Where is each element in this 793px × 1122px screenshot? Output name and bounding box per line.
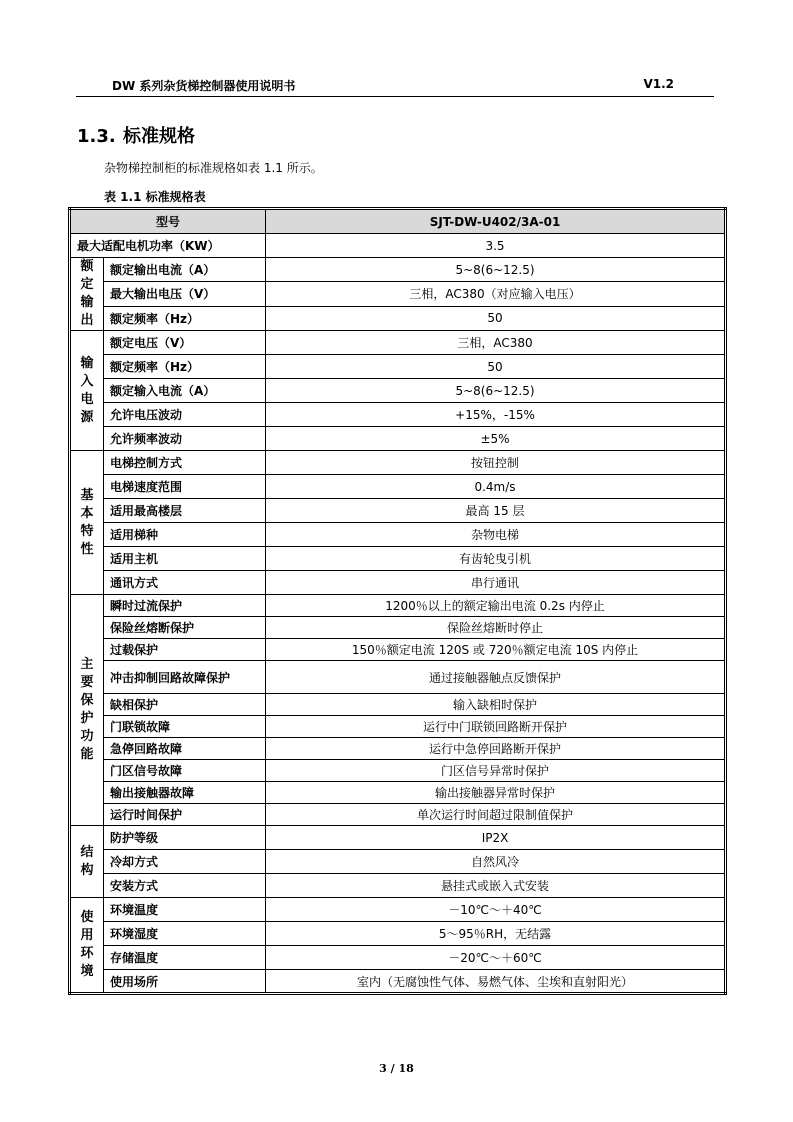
spec-name: 适用最高楼层 bbox=[104, 499, 266, 523]
spec-value: IP2X bbox=[266, 826, 726, 850]
table-row bbox=[70, 355, 726, 379]
table-row bbox=[70, 379, 726, 403]
table-row bbox=[70, 234, 726, 258]
category-cell bbox=[70, 331, 104, 451]
spec-value: 按钮控制 bbox=[266, 451, 726, 475]
spec-name: 额定频率（Hz） bbox=[104, 355, 266, 379]
table-row bbox=[70, 826, 726, 850]
spec-name: 最大输出电压（V） bbox=[104, 282, 266, 306]
power-value: 3.5 bbox=[266, 234, 726, 258]
spec-name: 存储温度 bbox=[104, 946, 266, 970]
spec-value: 5~8(6~12.5) bbox=[266, 258, 726, 282]
table-row bbox=[70, 970, 726, 994]
model-label: 型号 bbox=[70, 209, 266, 234]
spec-table-container bbox=[68, 207, 727, 995]
table-row bbox=[70, 306, 726, 330]
table-caption: 表 1.1 标准规格表 bbox=[104, 190, 206, 204]
table-header-row bbox=[70, 209, 726, 234]
spec-name: 门联锁故障 bbox=[104, 716, 266, 738]
spec-value: 保险丝熔断时停止 bbox=[266, 617, 726, 639]
spec-value: 通过接触器触点反馈保护 bbox=[266, 661, 726, 694]
spec-name: 安装方式 bbox=[104, 874, 266, 898]
spec-name: 额定电压（V） bbox=[104, 331, 266, 355]
table-row bbox=[70, 475, 726, 499]
category-label: 主要保护功能 bbox=[80, 657, 94, 762]
table-row bbox=[70, 760, 726, 782]
spec-name: 运行时间保护 bbox=[104, 804, 266, 826]
spec-value: 1200％以上的额定输出电流 0.2s 内停止 bbox=[266, 595, 726, 617]
table-row bbox=[70, 499, 726, 523]
power-label: 最大适配电机功率（KW） bbox=[70, 234, 266, 258]
spec-value: 0.4m/s bbox=[266, 475, 726, 499]
page-number: 3 / 18 bbox=[379, 1062, 414, 1075]
spec-name: 过载保护 bbox=[104, 639, 266, 661]
table-row bbox=[70, 595, 726, 617]
table-row bbox=[70, 523, 726, 547]
category-cell bbox=[70, 451, 104, 595]
spec-value: －20℃～＋60℃ bbox=[266, 946, 726, 970]
spec-value: 5～95％RH，无结露 bbox=[266, 922, 726, 946]
table-row bbox=[70, 258, 726, 282]
spec-name: 瞬时过流保护 bbox=[104, 595, 266, 617]
table-row bbox=[70, 427, 726, 451]
spec-value: 50 bbox=[266, 306, 726, 330]
spec-value: 杂物电梯 bbox=[266, 523, 726, 547]
spec-value: 运行中急停回路断开保护 bbox=[266, 738, 726, 760]
spec-name: 使用场所 bbox=[104, 970, 266, 994]
table-row bbox=[70, 738, 726, 760]
table-row bbox=[70, 874, 726, 898]
spec-name: 适用主机 bbox=[104, 547, 266, 571]
table-row bbox=[70, 661, 726, 694]
category-label: 结构 bbox=[80, 844, 94, 878]
spec-value: 门区信号异常时保护 bbox=[266, 760, 726, 782]
spec-value: 50 bbox=[266, 355, 726, 379]
section-title: 标准规格 bbox=[123, 126, 195, 147]
spec-value: 5~8(6~12.5) bbox=[266, 379, 726, 403]
doc-version: V1.2 bbox=[643, 77, 674, 91]
spec-name: 冷却方式 bbox=[104, 850, 266, 874]
section-heading bbox=[77, 122, 195, 148]
spec-name: 急停回路故障 bbox=[104, 738, 266, 760]
section-number: 1.3. bbox=[77, 126, 116, 147]
spec-name: 适用梯种 bbox=[104, 523, 266, 547]
spec-value: 150％额定电流 120S 或 720％额定电流 10S 内停止 bbox=[266, 639, 726, 661]
spec-name: 防护等级 bbox=[104, 826, 266, 850]
category-cell bbox=[70, 258, 104, 331]
spec-value: 悬挂式或嵌入式安装 bbox=[266, 874, 726, 898]
table-row bbox=[70, 716, 726, 738]
spec-value: －10℃～＋40℃ bbox=[266, 898, 726, 922]
spec-value: 串行通讯 bbox=[266, 571, 726, 595]
category-label: 基本特性 bbox=[80, 487, 94, 557]
spec-value: 输出接触器异常时保护 bbox=[266, 782, 726, 804]
table-row bbox=[70, 782, 726, 804]
model-value: SJT-DW-U402/3A-01 bbox=[266, 209, 726, 234]
spec-value: 三相，AC380 bbox=[266, 331, 726, 355]
table-row bbox=[70, 547, 726, 571]
table-row bbox=[70, 946, 726, 970]
table-row bbox=[70, 694, 726, 716]
spec-name: 额定频率（Hz） bbox=[104, 306, 266, 330]
spec-name: 允许电压波动 bbox=[104, 403, 266, 427]
spec-value: ±5% bbox=[266, 427, 726, 451]
spec-value: 单次运行时间超过限制值保护 bbox=[266, 804, 726, 826]
table-row bbox=[70, 898, 726, 922]
spec-value: 有齿轮曳引机 bbox=[266, 547, 726, 571]
table-row bbox=[70, 804, 726, 826]
table-row bbox=[70, 617, 726, 639]
spec-name: 额定输入电流（A） bbox=[104, 379, 266, 403]
spec-value: +15%，-15% bbox=[266, 403, 726, 427]
spec-name: 保险丝熔断保护 bbox=[104, 617, 266, 639]
spec-value: 自然风冷 bbox=[266, 850, 726, 874]
table-row bbox=[70, 571, 726, 595]
spec-value: 输入缺相时保护 bbox=[266, 694, 726, 716]
spec-name: 额定输出电流（A） bbox=[104, 258, 266, 282]
spec-value: 运行中门联锁回路断开保护 bbox=[266, 716, 726, 738]
page-header bbox=[76, 74, 714, 97]
table-row bbox=[70, 282, 726, 306]
category-label: 额定输出 bbox=[80, 259, 94, 328]
category-cell bbox=[70, 595, 104, 826]
spec-name: 环境温度 bbox=[104, 898, 266, 922]
spec-name: 允许频率波动 bbox=[104, 427, 266, 451]
spec-name: 缺相保护 bbox=[104, 694, 266, 716]
table-row bbox=[70, 639, 726, 661]
spec-value: 室内（无腐蚀性气体、易燃气体、尘埃和直射阳光） bbox=[266, 970, 726, 994]
category-cell bbox=[70, 826, 104, 898]
spec-name: 电梯速度范围 bbox=[104, 475, 266, 499]
category-cell bbox=[70, 898, 104, 994]
table-row bbox=[70, 403, 726, 427]
table-row bbox=[70, 850, 726, 874]
spec-value: 三相，AC380（对应输入电压） bbox=[266, 282, 726, 306]
spec-table bbox=[68, 207, 727, 995]
spec-name: 输出接触器故障 bbox=[104, 782, 266, 804]
category-label: 输入电源 bbox=[80, 355, 94, 425]
spec-name: 通讯方式 bbox=[104, 571, 266, 595]
table-row bbox=[70, 922, 726, 946]
category-label: 使用环境 bbox=[80, 910, 94, 979]
spec-name: 环境湿度 bbox=[104, 922, 266, 946]
intro-text: 杂物梯控制柜的标准规格如表 1.1 所示。 bbox=[104, 161, 323, 175]
table-row bbox=[70, 331, 726, 355]
spec-name: 电梯控制方式 bbox=[104, 451, 266, 475]
spec-name: 冲击抑制回路故障保护 bbox=[104, 661, 266, 694]
doc-title: DW 系列杂货梯控制器使用说明书 bbox=[112, 79, 296, 93]
spec-value: 最高 15 层 bbox=[266, 499, 726, 523]
table-row bbox=[70, 451, 726, 475]
spec-name: 门区信号故障 bbox=[104, 760, 266, 782]
